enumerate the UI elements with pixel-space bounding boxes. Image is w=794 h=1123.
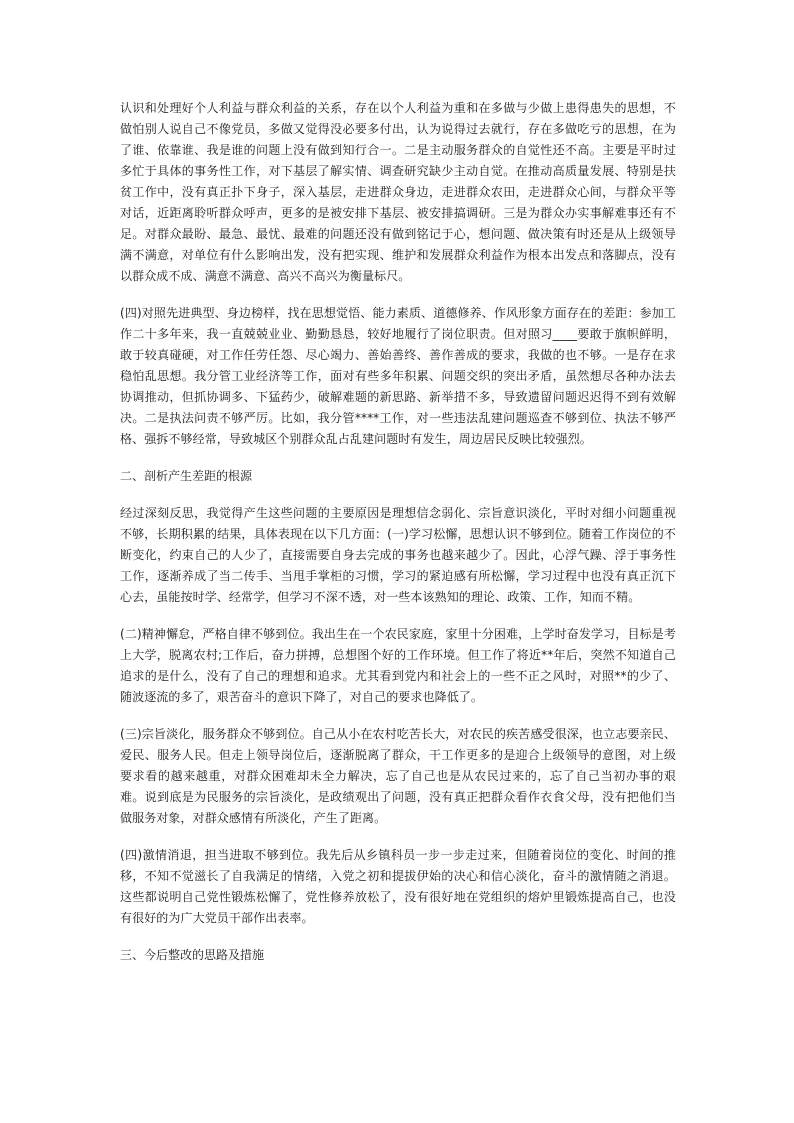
- paragraph-cause-three: (三)宗旨淡化，服务群众不够到位。自己从小在农村吃苦长大，对农民的疾苦感受很深，也立志要亲民、爱民、服务人民。但走上领导岗位后，逐渐脱离了群众，干工作更多的是迎合上级领导的意图，对上级要求看的越来越重，对群众困难却未全力解决，忘了自己也是从农民过来的，忘了自己当初办事的艰难。说到底是为民服务的宗旨淡化，是政绩观出了问题，没有真正把群众看作衣食父母，没有把他们当做服务对象，对群众感情有所淡化，产生了距离。: [120, 727, 676, 825]
- paragraph-cause-two: (二)精神懈怠，严格自律不够到位。我出生在一个农民家庭，家里十分困难，上学时奋发学习，目标是考上大学，脱离农村;工作后，奋力拼搏，总想图个好的工作环境。但工作了将近**年后，突然不知道自己追求的是什么，没有了自己的理想和追求。尤其看到党内和社会上的一些不正之风时，对照**的少了、随波逐流的多了，艰苦奋斗的意识下降了，对自己的要求也降低了。: [120, 627, 676, 704]
- document-page: [120, 98, 676, 982]
- section-heading-two: 二、剖析产生差距的根源: [120, 469, 253, 483]
- paragraph-cause-four: (四)激情消退，担当进取不够到位。我先后从乡镇科员一步一步走过来，但随着岗位的变化、时间的推移，不知不觉滋长了自我满足的情绪，入党之初和提拔伊始的决心和信心淡化，奋斗的激情随之消退。这些都说明自己党性锻炼松懈了，党性修养放松了，没有很好地在党组织的熔炉里锻炼提高自己，也没有很好的为广大党员干部作出表率。: [120, 848, 676, 925]
- paragraph-section-four: (四)对照先进典型、身边榜样，找在思想觉悟、能力素质、道德修养、作风形象方面存在的差距：参加工作二十多年来，我一直兢兢业业、勤勤恳恳，较好地履行了岗位职责。但对照习____要敢于旗帜鲜明，敢于较真碰硬，对工作任劳任怨、尽心竭力、善始善终、善作善成的要求，我做的也不够。一是存在求稳怕乱思想。我分管工业经济等工作，面对有些多年积累、问题交织的突出矛盾，虽然想尽各种办法去协调推动，但抓协调多、下猛药少，破解难题的新思路、新举措不多，导致遗留问题迟迟得不到有效解决。二是执法问责不够严厉。比如，我分管****工作，对一些违法乱建问题巡查不够到位、执法不够严格、强拆不够经常，导致城区个别群众乱占乱建问题时有发生，周边居民反映比较强烈。: [120, 306, 676, 446]
- paragraph-body: 认识和处理好个人利益与群众利益的关系，存在以个人利益为重和在多做与少做上患得患失的思想，不做怕别人说自己不像党员，多做又觉得没必要多付出，认为说得过去就行，存在多做吃亏的思想，在为了谁、依靠谁、我是谁的问题上没有做到知行合一。二是主动服务群众的自觉性还不高。主要是平时过多忙于具体的事务性工作，对下基层了解实情、调查研究缺少主动自觉。在推动高质量发展、特别是扶贫工作中，没有真正扑下身子，深入基层，走进群众身边，走进群众农田，走进群众心间，与群众平等对话，近距离聆听群众呼声，更多的是被安排下基层、被安排搞调研。三是为群众办实事解难事还有不足。对群众最盼、最急、最忧、最难的问题还没有做到铭记于心，想问题、做决策有时还是从上级领导满不满意，对单位有什么影响出发，没有把实现、维护和发展群众利益作为根本出发点和落脚点，没有以群众成不成、满意不满意、高兴不高兴为衡量标尺。: [120, 101, 676, 283]
- paragraph-root-causes: 经过深刻反思，我觉得产生这些问题的主要原因是理想信念弱化、宗旨意识淡化，平时对细小问题重视不够，长期积累的结果，具体表现在以下几方面：(一)学习松懈，思想认识不够到位。随着工作岗位的不断变化，约束自己的人少了，直接需要自身去完成的事务也越来越少了。因此，心浮气躁、浮于事务性工作，逐渐养成了当二传手、当甩手掌柜的习惯，学习的紧迫感有所松懈，学习过程中也没有真正沉下心去，虽能按时学、经常学，但学习不深不透，对一些本该熟知的理论、政策、工作，知而不精。: [120, 506, 676, 604]
- section-heading-three: 三、今后整改的思路及措施: [120, 948, 265, 962]
